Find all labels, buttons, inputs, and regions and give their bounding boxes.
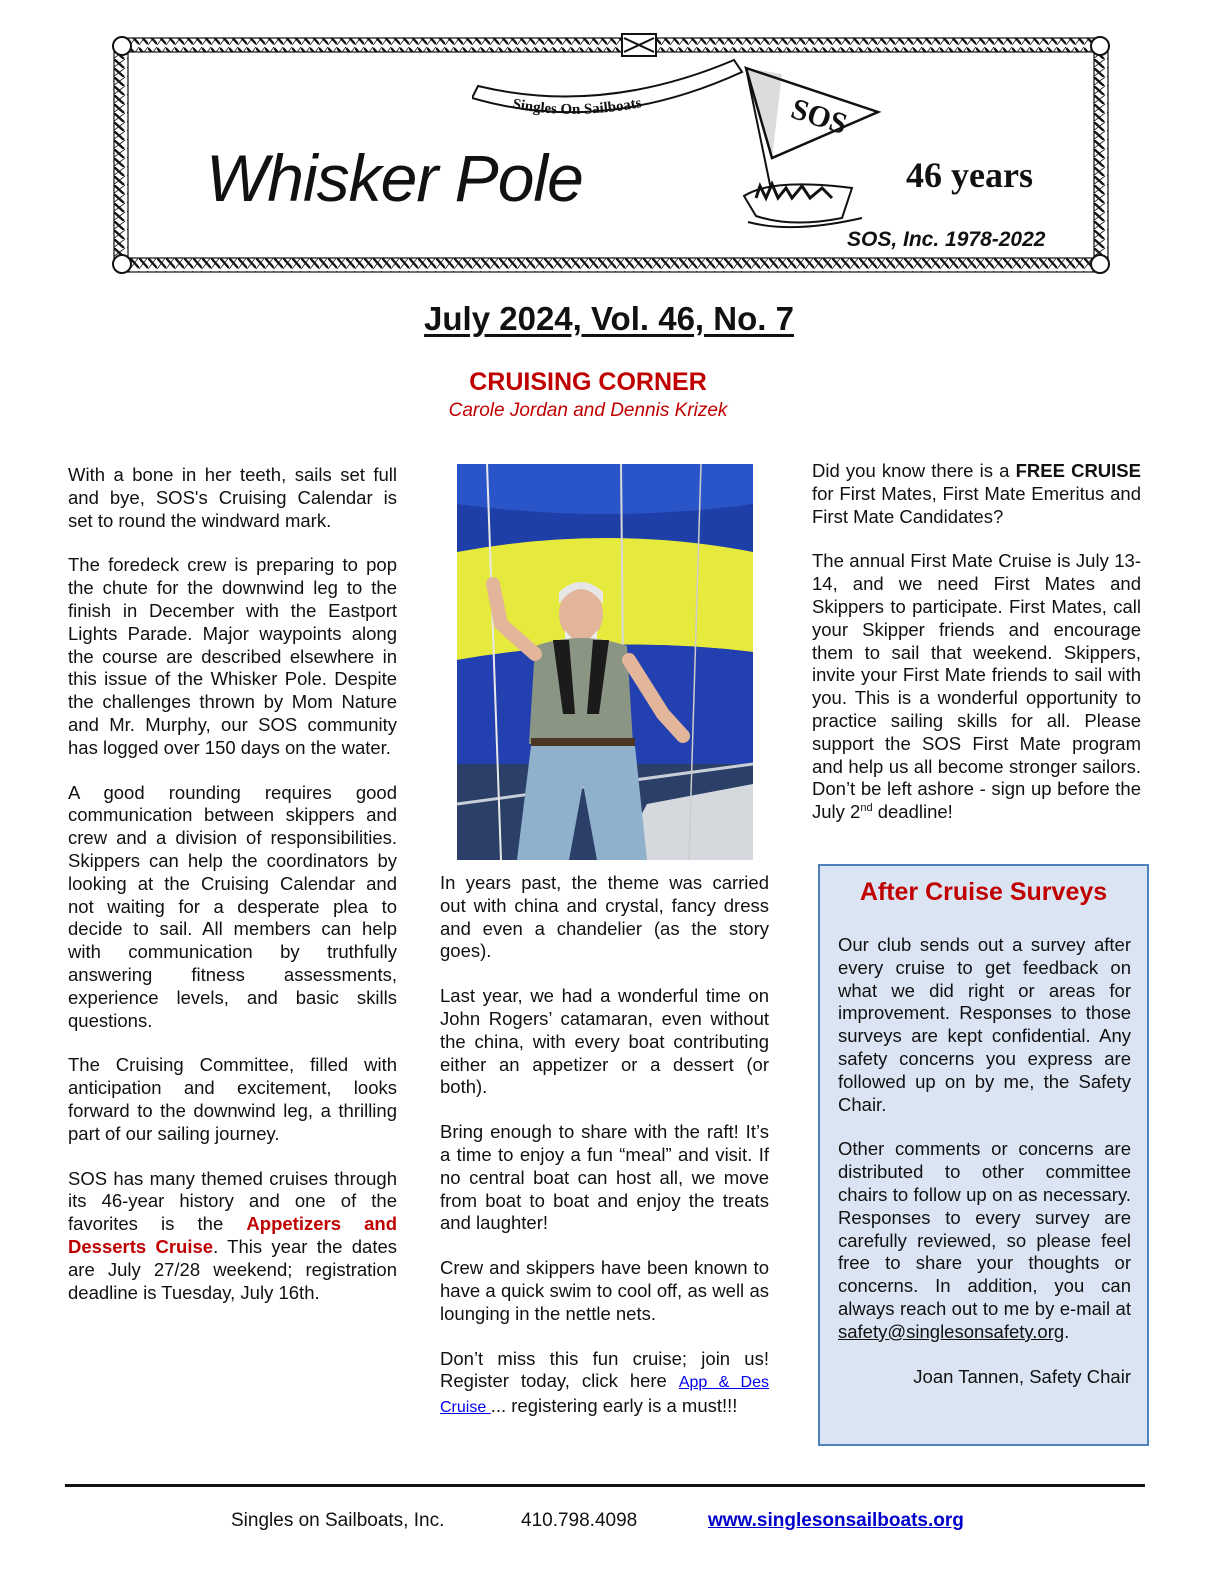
paragraph-text: SOS has many themed cruises through its 46-year history and one of the favorites is the [68,1167,397,1235]
paragraph: With a bone in her teeth, sails set full and bye, SOS's Cruising Calendar is set to round the windward mark. [68,464,397,531]
paragraph-text: . This year the dates are July 27/28 weekend; registration deadline is Tuesday, July 16th. [68,1235,398,1303]
issue-heading [0,300,1218,338]
paragraph-text: Other comments or concerns are distributed to other committee chairs to follow up on as necessary. Responses to every survey are carefully reviewed, so please feel free to share your thoughts or concerns. In addition, you can always reach out to me by e-mail at [838,1138,1131,1319]
paragraph: A good rounding requires good communication between skippers and crew and a division of responsibilities. Skippers can help the coordinators by looking at the Cruising Calendar and not waiting for a desperate plea to decide to sail. All members can help with communication by truthfully answering fitness assessments, experience levels, and basic skills questions. [68,781,397,1031]
masthead [112,32,1110,276]
section-byline: Carole Jordan and Dennis Krizek [448,400,728,421]
masthead-title: Whisker Pole [206,141,583,215]
box-body [838,934,1131,1410]
register-link[interactable]: App & Des Cruise [440,1374,770,1417]
sos-pennant-logo [742,38,882,238]
masthead-sos-line: SOS, Inc. 1978-2022 [847,228,1046,251]
box-title: After Cruise Surveys [859,878,1108,906]
paragraph: The foredeck crew is preparing to pop the chute for the downwind leg to the finish in December with the Eastport Lights Parade. Major waypoints along the course are described elsewhere in this issue of the Whisker Pole. Despite the challenges thrown by Mom Nature and Mr. Murphy, our SOS community has logged over 150 days on the water. [68,554,397,758]
column-right [812,460,1141,846]
footer-divider [65,1484,1145,1487]
paragraph-text: Don’t miss this fun cruise; join us! Register today, click here [440,1347,769,1392]
paragraph [68,1168,397,1305]
banner-text: Singles On Sailboats [511,95,643,118]
issue-text: July 2024, Vol. 46, No. 7 [424,300,794,337]
paragraph [440,1348,769,1420]
paragraph-text: . [1064,1320,1070,1342]
paragraph [838,1138,1131,1343]
paragraph-text: ... registering early is a must!!! [490,1395,738,1417]
column-middle [440,872,769,1442]
pennant-text: SOS [787,92,852,142]
footer-website-link[interactable]: www.singlesonsailboats.org [708,1510,964,1531]
free-cruise-bold: FREE CRUISE [1015,460,1141,481]
footer-org: Singles on Sailboats, Inc. [231,1510,445,1531]
after-cruise-surveys-box [818,864,1149,1446]
paragraph: Bring enough to share with the raft! It’s a time to enjoy a fun “meal” and visit. If no central boat can host all, we move from boat to boat and enjoy the treats and laughter! [440,1121,769,1234]
email-link[interactable]: safety@singlesonsafety.org [838,1320,1065,1342]
paragraph-text: deadline! [872,801,953,823]
paragraph: Our club sends out a survey after every cruise to get feedback on what we did right or areas for improvement. Responses to those surveys are kept confidential. Any safety concerns you express are followed up on by me, the Safety Chair. [838,934,1131,1115]
section-title: CRUISING CORNER [469,368,707,396]
sailor-photo [457,464,753,860]
ordinal-suffix: nd [860,802,873,814]
masthead-years: 46 years [906,155,1033,195]
paragraph: The Cruising Committee, filled with anticipation and excitement, looks forward to the downwind leg, a thrilling part of our sailing journey. [68,1054,397,1144]
paragraph-text: The annual First Mate Cruise is July 13-14, and we need First Mates and Skippers to participate. First Mates, call your Skipper friends and encourage them to sail that weekend. Skippers, invite your First Mate friends to sail with you. This is a wonderful opportunity to practice sailing skills for all. Please support the SOS First Mate program and help us all become stronger sailors. Don’t be left ashore - sign up before the July 2 [812,550,1141,823]
paragraph: In years past, the theme was carried out with china and crystal, fancy dress and even a chandelier (as the story goes). [440,872,769,962]
paragraph-text: Did you know there is a [812,460,1016,481]
paragraph [812,460,1141,528]
footer-phone: 410.798.4098 [521,1510,638,1531]
cruise-highlight: Appetizers and Desserts Cruise [68,1213,398,1257]
signature: Joan Tannen, Safety Chair [913,1365,1131,1387]
paragraph-text: for First Mates, First Mate Emeritus and First Mate Candidates? [812,482,1141,527]
paragraph: Last year, we had a wonderful time on John Rogers’ catamaran, even without the china, with every boat contributing either an appetizer or a dessert (or both). [440,985,769,1098]
paragraph [812,550,1141,824]
singles-on-sailboats-banner [472,46,752,126]
column-left [68,464,397,1326]
paragraph: Crew and skippers have been known to have a quick swim to cool off, as well as lounging in the nettle nets. [440,1257,769,1324]
